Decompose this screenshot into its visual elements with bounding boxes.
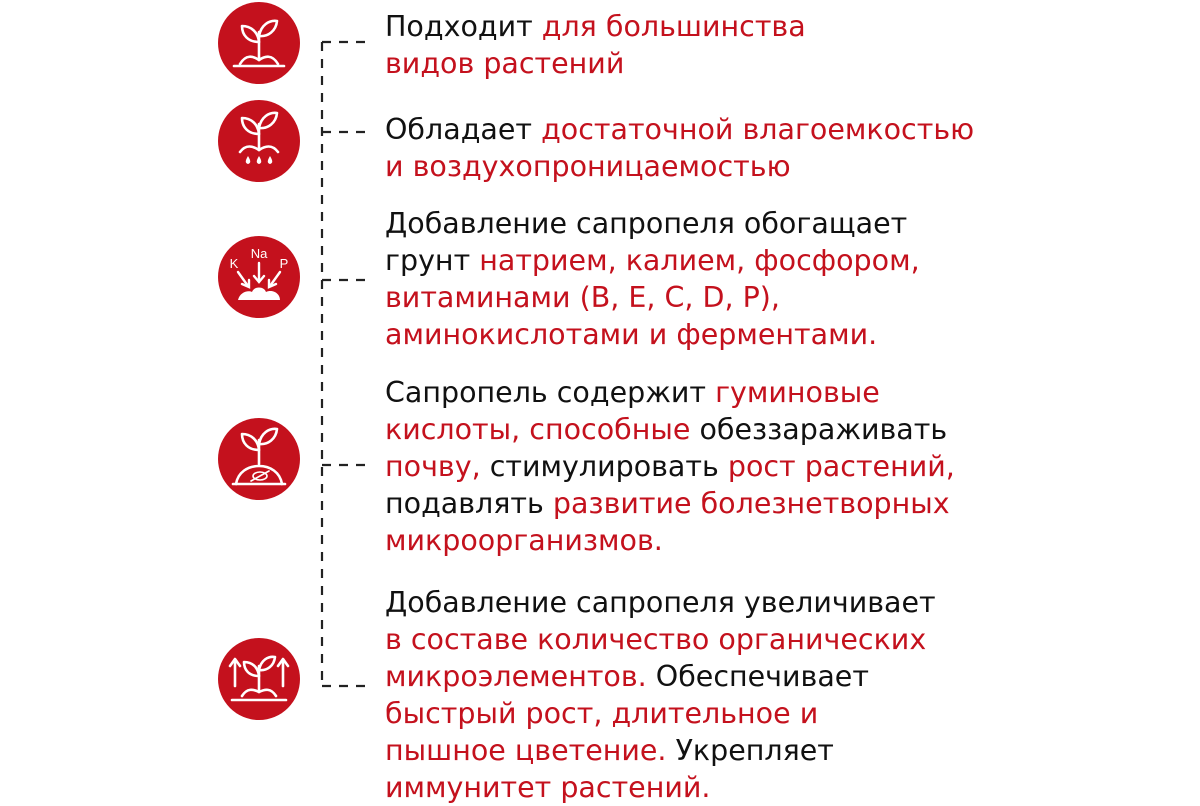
text-line — [385, 695, 936, 732]
text-line — [385, 769, 936, 806]
text-segment: кислоты, способные — [385, 413, 700, 446]
sprout-water-drops-icon — [218, 100, 300, 182]
text-segment: в составе количество органических — [385, 623, 927, 656]
text-segment: Обеспечивает — [655, 660, 869, 693]
na-label: Na — [250, 246, 268, 261]
text-segment: Подходит — [385, 10, 542, 43]
text-line — [385, 242, 920, 279]
benefit-block-3 — [385, 205, 920, 353]
nutrients-k-na-p-icon — [218, 236, 300, 318]
text-segment: Укрепляет — [675, 734, 834, 767]
k-label: K — [229, 256, 239, 271]
text-segment: почву, — [385, 450, 490, 483]
text-line — [385, 658, 936, 695]
text-line — [385, 45, 806, 82]
text-line — [385, 148, 974, 185]
text-segment: Обладает — [385, 113, 542, 146]
text-line — [385, 485, 955, 522]
text-segment: гуминовые — [715, 376, 880, 409]
text-segment: достаточной влагоемкостью — [541, 113, 975, 146]
text-segment: натрием, калием, фосфором, — [479, 244, 920, 277]
text-line — [385, 411, 955, 448]
text-line — [385, 522, 955, 559]
sprout-soil-icon — [218, 2, 300, 84]
text-line — [385, 732, 936, 769]
text-segment: грунт — [385, 244, 480, 277]
text-segment: пышное цветение. — [385, 734, 676, 767]
sprout-growth-arrows-icon — [218, 638, 300, 720]
text-segment: быстрый рост, длительное и — [385, 697, 819, 730]
text-segment: и воздухопроницаемостью — [385, 150, 791, 183]
text-line — [385, 111, 974, 148]
text-segment: подавлять — [385, 487, 553, 520]
benefit-block-5 — [385, 584, 936, 806]
text-segment: аминокислотами и ферментами. — [385, 318, 878, 351]
text-segment: микроорганизмов. — [385, 524, 663, 557]
text-segment: витаминами (B, E, C, D, P), — [385, 281, 780, 314]
text-segment: обеззараживать — [699, 413, 948, 446]
text-segment: микроэлементов. — [385, 660, 656, 693]
text-segment: Сапропель содержит — [385, 376, 716, 409]
text-line — [385, 584, 936, 621]
text-segment: Добавление сапропеля обогащает — [385, 207, 908, 240]
text-segment: развитие болезнетворных — [552, 487, 950, 520]
benefit-block-2 — [385, 111, 974, 185]
text-line — [385, 448, 955, 485]
text-line — [385, 279, 920, 316]
sprout-protected-soil-icon — [218, 418, 300, 500]
text-line — [385, 8, 806, 45]
text-line — [385, 374, 955, 411]
benefit-block-1 — [385, 8, 806, 82]
benefit-block-4 — [385, 374, 955, 559]
text-segment: иммунитет растений. — [385, 771, 711, 804]
text-line — [385, 621, 936, 658]
p-label: P — [279, 256, 289, 271]
text-line — [385, 316, 920, 353]
text-segment: стимулировать — [489, 450, 728, 483]
text-segment: видов растений — [385, 47, 625, 80]
text-segment: для большинства — [541, 10, 806, 43]
text-segment: рост растений, — [727, 450, 955, 483]
text-line — [385, 205, 920, 242]
text-segment: Добавление сапропеля увеличивает — [385, 586, 936, 619]
